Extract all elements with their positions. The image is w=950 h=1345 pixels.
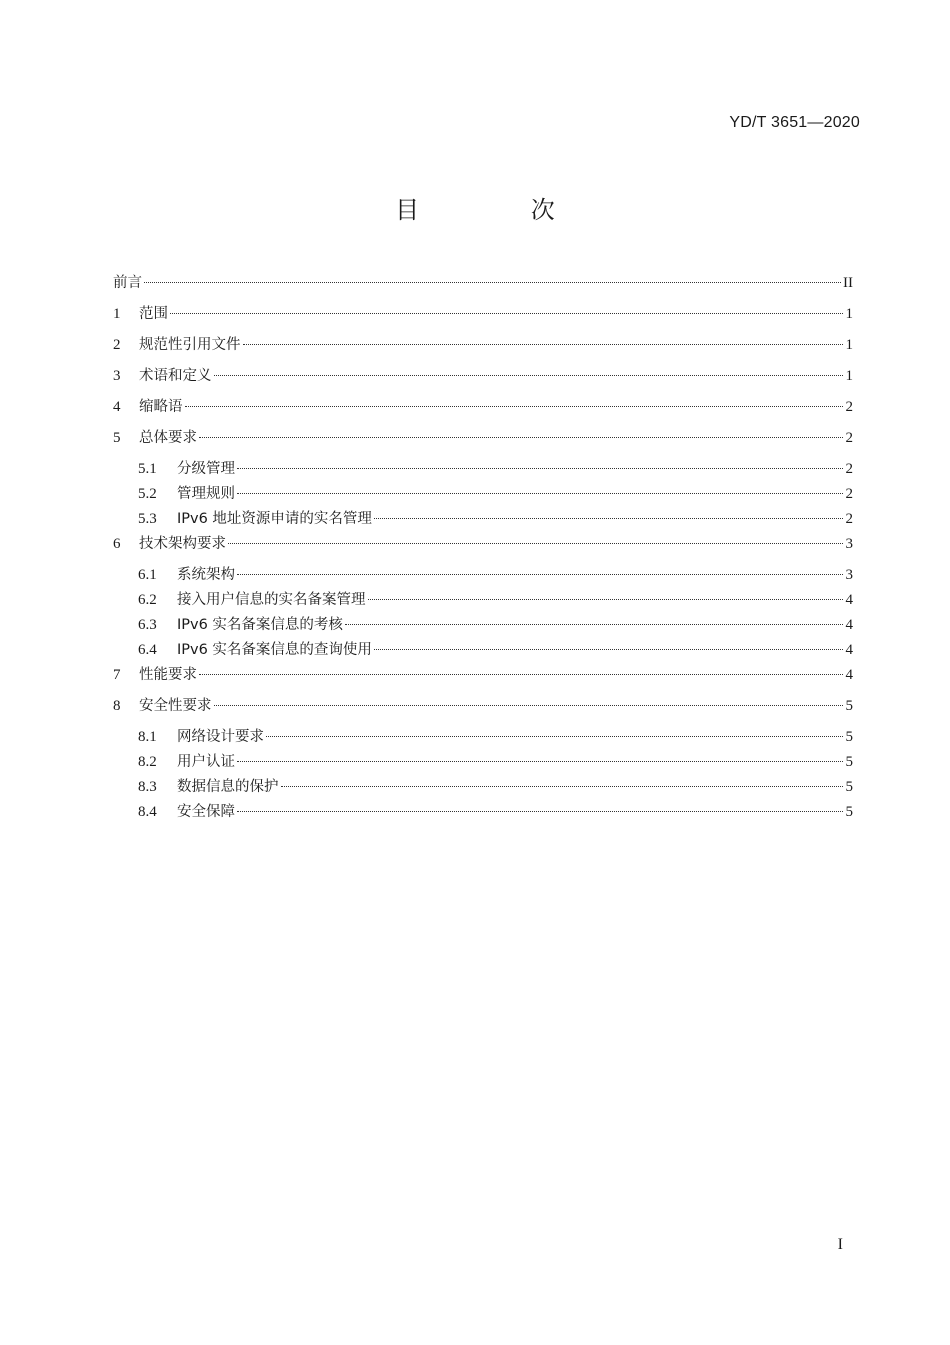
- toc-entry-label: 前言: [113, 275, 142, 291]
- dot-leader: [228, 543, 843, 544]
- toc-entry-label: 网络设计要求: [177, 729, 264, 745]
- dot-leader: [214, 705, 844, 706]
- toc-entry-page: 1: [845, 306, 853, 322]
- toc-entry[interactable]: [113, 613, 853, 638]
- toc-entry-page: 5: [845, 754, 853, 770]
- toc-entry-number: 7: [113, 667, 121, 683]
- page-title: 目 次: [395, 196, 607, 224]
- toc-entry-label: IPv6 地址资源申请的实名管理: [177, 511, 372, 527]
- toc-entry-label: 规范性引用文件: [139, 337, 241, 353]
- toc-entry-label: 数据信息的保护: [177, 779, 279, 795]
- dot-leader: [214, 375, 844, 376]
- toc-entry[interactable]: [113, 364, 853, 395]
- toc-entry-number: 6.3: [138, 617, 157, 633]
- toc-entry-page: 1: [845, 368, 853, 384]
- toc-entry-label: 范围: [139, 306, 168, 322]
- toc-entry-number: 8.4: [138, 804, 157, 820]
- toc-entry-page: 2: [845, 399, 853, 415]
- toc-entry[interactable]: [113, 457, 853, 482]
- dot-leader: [237, 811, 843, 812]
- toc-entry-page: 4: [845, 592, 853, 608]
- dot-leader: [170, 313, 843, 314]
- toc-entry-page: 2: [845, 430, 853, 446]
- toc-entry[interactable]: [113, 482, 853, 507]
- toc-entry[interactable]: [113, 775, 853, 800]
- toc-entry-number: 3: [113, 368, 121, 384]
- toc-entry-label: 接入用户信息的实名备案管理: [177, 592, 366, 608]
- toc-entry-number: 1: [113, 306, 121, 322]
- toc-entry-page: 5: [845, 804, 853, 820]
- toc-entry[interactable]: [113, 395, 853, 426]
- toc-entry-page: 2: [845, 511, 853, 527]
- toc-entry[interactable]: [113, 271, 853, 302]
- table-of-contents: [113, 271, 853, 825]
- toc-entry[interactable]: [113, 302, 853, 333]
- toc-entry-number: 6.4: [138, 642, 157, 658]
- toc-entry-number: 6: [113, 536, 121, 552]
- toc-entry-number: 8.1: [138, 729, 157, 745]
- dot-leader: [266, 736, 843, 737]
- toc-entry[interactable]: [113, 588, 853, 613]
- toc-entry-label: 缩略语: [139, 399, 183, 415]
- toc-entry-label: 总体要求: [139, 430, 197, 446]
- toc-entry-label: 安全性要求: [139, 698, 212, 714]
- toc-entry-label: IPv6 实名备案信息的查询使用: [177, 642, 372, 658]
- toc-entry[interactable]: [113, 638, 853, 663]
- toc-entry[interactable]: [113, 694, 853, 725]
- dot-leader: [237, 574, 843, 575]
- dot-leader: [237, 468, 843, 469]
- toc-entry[interactable]: [113, 725, 853, 750]
- toc-entry-number: 8.2: [138, 754, 157, 770]
- toc-entry-page: 5: [845, 729, 853, 745]
- toc-entry-label: 分级管理: [177, 461, 235, 477]
- toc-entry[interactable]: [113, 426, 853, 457]
- toc-entry-label: 系统架构: [177, 567, 235, 583]
- dot-leader: [281, 786, 844, 787]
- toc-entry-label: IPv6 实名备案信息的考核: [177, 617, 343, 633]
- document-code: YD/T 3651—2020: [729, 114, 860, 131]
- toc-entry-page: 4: [845, 642, 853, 658]
- dot-leader: [185, 406, 844, 407]
- toc-entry-page: 5: [845, 779, 853, 795]
- toc-entry-number: 8.3: [138, 779, 157, 795]
- toc-entry-number: 6.1: [138, 567, 157, 583]
- dot-leader: [237, 761, 843, 762]
- toc-entry[interactable]: [113, 563, 853, 588]
- toc-entry-number: 4: [113, 399, 121, 415]
- toc-entry-page: 2: [845, 486, 853, 502]
- toc-entry[interactable]: [113, 800, 853, 825]
- toc-entry-label: 技术架构要求: [139, 536, 226, 552]
- dot-leader: [345, 624, 843, 625]
- toc-entry-number: 5: [113, 430, 121, 446]
- toc-entry-label: 术语和定义: [139, 368, 212, 384]
- toc-entry-label: 管理规则: [177, 486, 235, 502]
- toc-entry[interactable]: [113, 663, 853, 694]
- toc-entry-number: 2: [113, 337, 121, 353]
- toc-entry-page: 1: [845, 337, 853, 353]
- toc-entry-page: 3: [845, 536, 853, 552]
- toc-entry[interactable]: [113, 532, 853, 563]
- dot-leader: [199, 437, 843, 438]
- toc-entry[interactable]: [113, 507, 853, 532]
- toc-entry[interactable]: [113, 333, 853, 364]
- toc-entry-number: 5.2: [138, 486, 157, 502]
- toc-entry-page: 4: [845, 617, 853, 633]
- toc-entry-page: 4: [845, 667, 853, 683]
- toc-entry-page: II: [843, 275, 853, 291]
- dot-leader: [144, 282, 841, 283]
- toc-entry[interactable]: [113, 750, 853, 775]
- toc-entry-page: 5: [845, 698, 853, 714]
- toc-entry-number: 5.1: [138, 461, 157, 477]
- toc-entry-page: 3: [845, 567, 853, 583]
- dot-leader: [199, 674, 843, 675]
- dot-leader: [368, 599, 844, 600]
- dot-leader: [374, 649, 843, 650]
- dot-leader: [243, 344, 844, 345]
- page-number: I: [837, 1236, 843, 1253]
- toc-entry-number: 8: [113, 698, 121, 714]
- toc-entry-number: 6.2: [138, 592, 157, 608]
- toc-entry-label: 性能要求: [139, 667, 197, 683]
- toc-entry-label: 安全保障: [177, 804, 235, 820]
- toc-entry-number: 5.3: [138, 511, 157, 527]
- toc-entry-label: 用户认证: [177, 754, 235, 770]
- dot-leader: [374, 518, 843, 519]
- toc-entry-page: 2: [845, 461, 853, 477]
- dot-leader: [237, 493, 843, 494]
